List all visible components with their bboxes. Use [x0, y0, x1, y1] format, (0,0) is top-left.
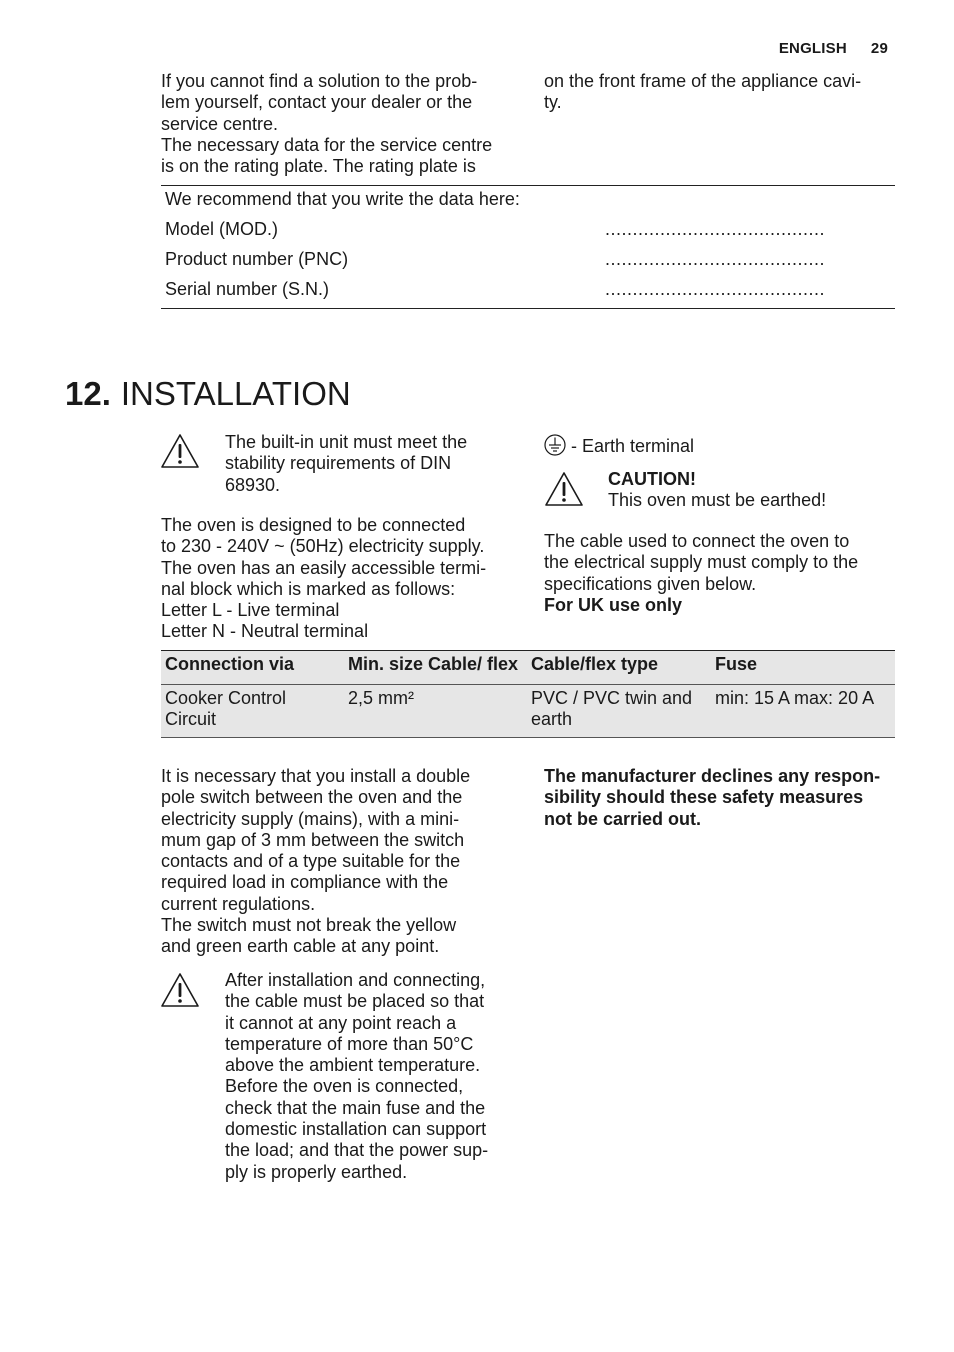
section-title-text: INSTALLATION: [120, 375, 351, 412]
text-line: contacts and of a type suitable for the: [161, 851, 461, 872]
warning-triangle-icon: [160, 433, 200, 469]
text-line: It is necessary that you install a double: [161, 766, 471, 786]
cable-spec-table: [161, 650, 895, 738]
earth-terminal-text: - Earth terminal: [566, 436, 695, 456]
caution-triangle-icon: [544, 471, 584, 507]
warning-installation-text: [225, 970, 525, 1183]
section-title: [65, 374, 351, 414]
table-header-cell: Cable/flex type: [527, 651, 711, 685]
text-line: The built-in unit must meet the: [225, 432, 468, 452]
text-line: 68930.: [225, 474, 281, 495]
manufacturer-disclaimer: [544, 766, 914, 830]
text-line: on the front frame of the appliance cavi-: [544, 71, 862, 91]
language-label: ENGLISH: [778, 40, 847, 57]
text-line: is on the rating plate. The rating plate is: [161, 156, 476, 177]
text-line: The necessary data for the service centre: [161, 134, 493, 155]
caution-title: CAUTION!: [608, 469, 696, 489]
page-number: 29: [870, 40, 888, 57]
text-line: to 230 - 240V ~ (50Hz) electricity supply.: [161, 536, 485, 557]
table-cell: min: 15 A max: 20 A: [711, 684, 895, 737]
warning-stability-text: [225, 432, 515, 496]
text-line: and green earth cable at any point.: [161, 936, 440, 957]
data-row-label: Model (MOD.): [165, 219, 279, 239]
text-line: If you cannot find a solution to the prob-: [161, 71, 478, 91]
intro-col1: [161, 71, 521, 177]
text-line: current regulations.: [161, 893, 316, 914]
text-line: required load in compliance with the: [161, 872, 449, 893]
data-row-label: Product number (PNC): [165, 249, 349, 269]
divider-bottom: [161, 308, 895, 309]
earth-terminal-line: [544, 434, 904, 457]
table-row: [161, 684, 895, 737]
switch-paragraph: [161, 766, 521, 958]
text-line: After installation and connecting,: [225, 970, 486, 990]
text-line: ply is properly earthed.: [225, 1161, 408, 1182]
text-line: not be carried out.: [544, 808, 702, 829]
data-row-dots: ........................................: [605, 249, 826, 269]
text-line: Letter N - Neutral terminal: [161, 621, 369, 642]
text-line: it cannot at any point reach a: [225, 1012, 457, 1033]
text-line: lem yourself, contact your dealer or the: [161, 92, 473, 113]
text-line: Before the oven is connected,: [225, 1076, 464, 1097]
data-row-serial: [165, 279, 826, 300]
table-cell: Cooker Control Circuit: [161, 684, 344, 737]
cable-paragraph: [544, 531, 904, 616]
text-line: ty.: [544, 92, 562, 113]
text-line: sibility should these safety measures: [544, 787, 864, 808]
uk-only-label: For UK use only: [544, 594, 683, 615]
data-box-intro: We recommend that you write the data here:: [165, 189, 520, 209]
intro-col2: [544, 71, 904, 114]
text-line: service centre.: [161, 113, 279, 134]
text-line: nal block which is marked as follows:: [161, 578, 456, 599]
table-header-cell: Fuse: [711, 651, 895, 685]
warning-triangle-icon: [160, 972, 200, 1008]
table-header-row: [161, 651, 895, 685]
data-row-dots: ........................................: [605, 219, 826, 239]
earth-symbol-icon: [544, 434, 566, 456]
table-cell: 2,5 mm²: [344, 684, 527, 737]
text-line: temperature of more than 50°C: [225, 1033, 474, 1054]
data-row-label: Serial number (S.N.): [165, 279, 330, 299]
text-line: Letter L - Live terminal: [161, 600, 340, 621]
text-line: electricity supply (mains), with a mini-: [161, 808, 460, 829]
text-line: stability requirements of DIN: [225, 453, 452, 474]
text-line: check that the main fuse and the: [225, 1097, 486, 1118]
data-row-pnc: [165, 249, 826, 270]
text-line: the cable must be placed so that: [225, 991, 485, 1012]
text-line: The cable used to connect the oven to: [544, 531, 850, 551]
divider-top: [161, 185, 895, 186]
caution-text: This oven must be earthed!: [608, 490, 827, 511]
text-line: The oven is designed to be connected: [161, 515, 466, 535]
caution-block: [608, 469, 908, 512]
text-line: the electrical supply must comply to the: [544, 552, 859, 573]
table-header-cell: Connection via: [161, 651, 344, 685]
data-row-model: [165, 219, 826, 240]
data-row-dots: ........................................: [605, 279, 826, 299]
text-line: pole switch between the oven and the: [161, 787, 463, 808]
text-line: The switch must not break the yellow: [161, 915, 457, 936]
page-header: [779, 38, 888, 59]
text-line: The manufacturer declines any respon-: [544, 766, 881, 786]
text-line: specifications given below.: [544, 573, 757, 594]
text-line: the load; and that the power sup-: [225, 1140, 489, 1161]
text-line: mum gap of 3 mm between the switch: [161, 829, 465, 850]
text-line: The oven has an easily accessible termi-: [161, 557, 487, 578]
connection-paragraph: [161, 515, 521, 643]
table-header-cell: Min. size Cable/ flex: [344, 651, 527, 685]
text-line: above the ambient temperature.: [225, 1055, 481, 1076]
table-cell: PVC / PVC twin and earth: [527, 684, 711, 737]
section-number: 12.: [65, 375, 111, 412]
text-line: domestic installation can support: [225, 1119, 487, 1140]
